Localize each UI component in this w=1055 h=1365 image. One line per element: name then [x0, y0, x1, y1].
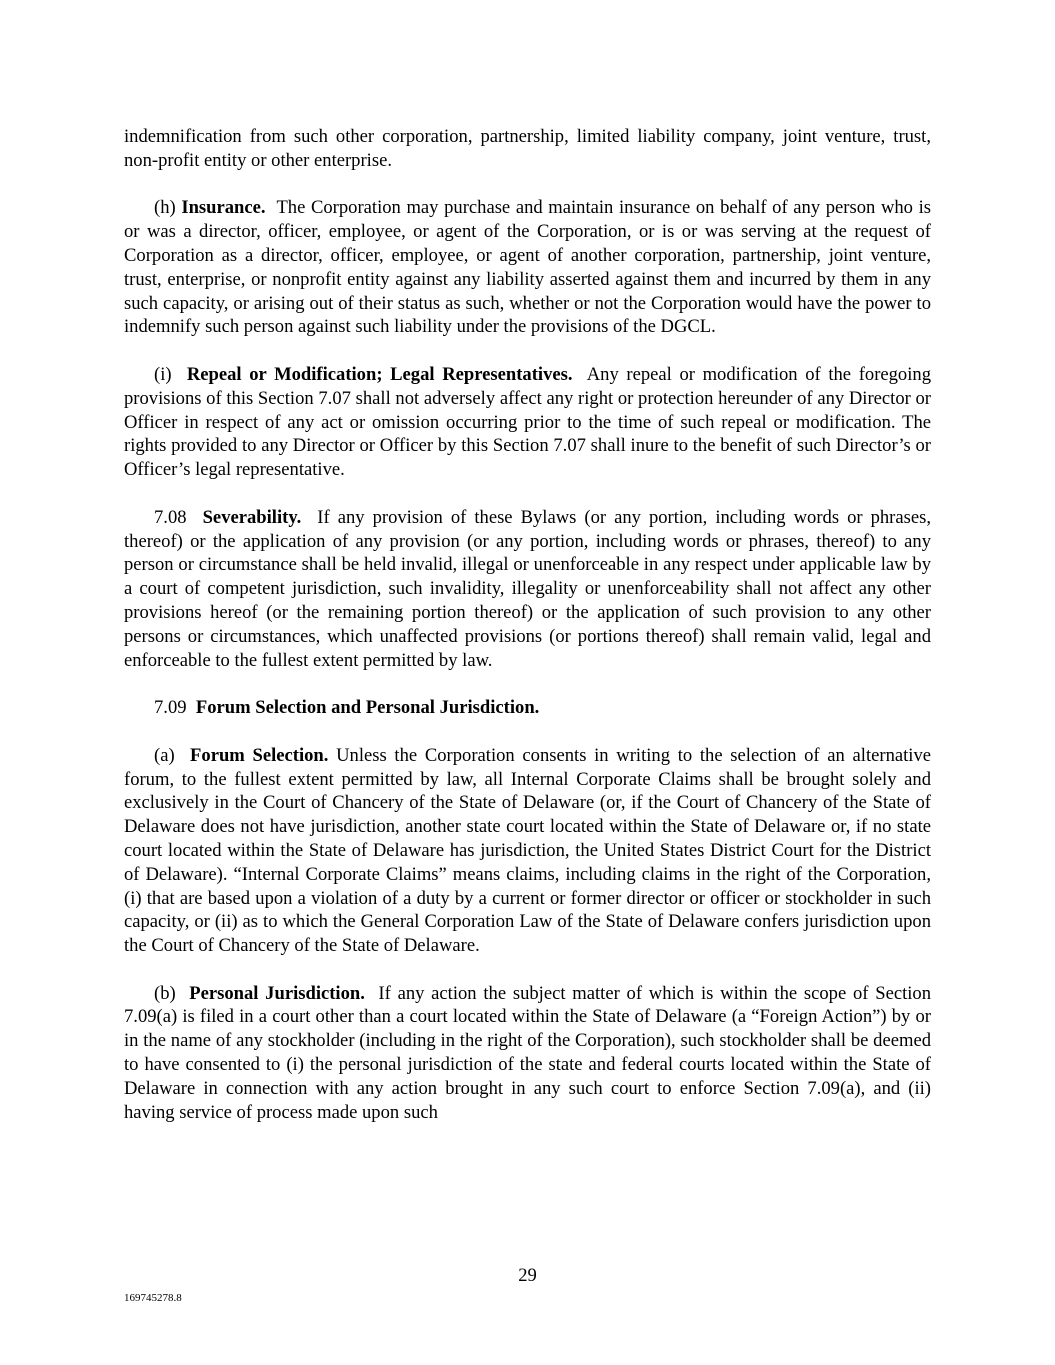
- page-number: 29: [518, 1265, 537, 1286]
- paragraph-title: Forum Selection.: [190, 744, 329, 766]
- section-title: Forum Selection and Personal Jurisdiction.: [195, 697, 540, 719]
- document-body: [124, 125, 931, 1148]
- paragraph-repeal: [124, 363, 931, 482]
- paragraph-forum-selection: [124, 744, 931, 958]
- section-number: 7.09: [154, 697, 187, 719]
- paragraph-label: (h): [154, 197, 176, 219]
- paragraph-text: If any provision of these Bylaws (or any portion, including words or phrases, thereof) or the application of any provision (or any portion, including words or phrases, thereof) to any person or circumstance shall be held invalid, illegal or unenforceable in any respect under applicable law by a court of competent jurisdiction, such invalidity, illegality or unenforceability shall not affect any other provisions hereof (or the remaining portion thereof) or the application of such provision to any other persons or circumstances, which unaffected provisions (or portions thereof) shall remain valid, legal and enforceable to the fullest extent permitted by law.: [124, 506, 931, 671]
- paragraph-text: Unless the Corporation consents in writing to the selection of an alternative forum, to the fullest extent permitted by law, all Internal Corporate Claims shall be brought solely and exclusively in the Court of Chancery of the State of Delaware (or, if the Court of Chancery of the State of Delaware does not have jurisdiction, another state court located within the State of Delaware or, if no state court located within the State of Delaware has jurisdiction, the United States District Court for the District of Delaware). “Internal Corporate Claims” means claims, including claims in the right of the Corporation, (i) that are based upon a violation of a duty by a current or former director or officer or stockholder in such capacity, or (ii) as to which the General Corporation Law of the State of Delaware confers jurisdiction upon the Court of Chancery of the State of Delaware.: [124, 744, 931, 957]
- section-number: 7.08: [154, 506, 187, 528]
- paragraph-text: If any action the subject matter of which is within the scope of Section 7.09(a) is filed in a court other than a court located within the State of Delaware (a “Foreign Action”) by or in the name of any stockholder (including in the right of the Corporation), such stockholder shall be deemed to have consented to (i) the personal jurisdiction of the state and federal courts located within the State of Delaware in connection with any action brought in any such court to enforce Section 7.09(a), and (ii) having service of process made upon such: [124, 982, 932, 1123]
- paragraph-text: Any repeal or modification of the foregoing provisions of this Section 7.07 shall not adversely affect any right or protection hereunder of any Director or Officer in respect of any act or omission occurring prior to the time of such repeal or modification. The rights provided to any Director or Officer by this Section 7.07 shall inure to the benefit of such Director’s or Officer’s legal representative.: [124, 363, 931, 481]
- paragraph-label: (i): [154, 363, 172, 385]
- section-7-09-heading: [124, 696, 931, 720]
- paragraph-title: Insurance.: [181, 197, 266, 219]
- section-7-08-severability: [124, 506, 931, 673]
- paragraph-label: (a): [154, 744, 175, 766]
- paragraph-continued: [124, 125, 931, 173]
- paragraph-insurance: [124, 196, 931, 339]
- paragraph-title: Repeal or Modification; Legal Representatives.: [186, 363, 573, 385]
- paragraph-label: (b): [154, 982, 176, 1004]
- paragraph-title: Personal Jurisdiction.: [189, 982, 365, 1004]
- section-title: Severability.: [202, 506, 302, 528]
- paragraph-personal-jurisdiction: [124, 982, 931, 1125]
- paragraph-text: indemnification from such other corporation, partnership, limited liability company, joint venture, trust, non-profit entity or other enterprise.: [124, 126, 931, 171]
- paragraph-text: The Corporation may purchase and maintain insurance on behalf of any person who is or was a director, officer, employee, or agent of the Corporation, or is or was serving at the request of Corporation as a director, officer, employee, or agent of another corporation, partnership, joint venture, trust, enterprise, or nonprofit entity against any liability asserted against them and incurred by them in any such capacity, or arising out of their status as such, whether or not the Corporation would have the power to indemnify such person against such liability under the provisions of the DGCL.: [124, 197, 931, 338]
- document-id: 169745278.8: [124, 1292, 182, 1304]
